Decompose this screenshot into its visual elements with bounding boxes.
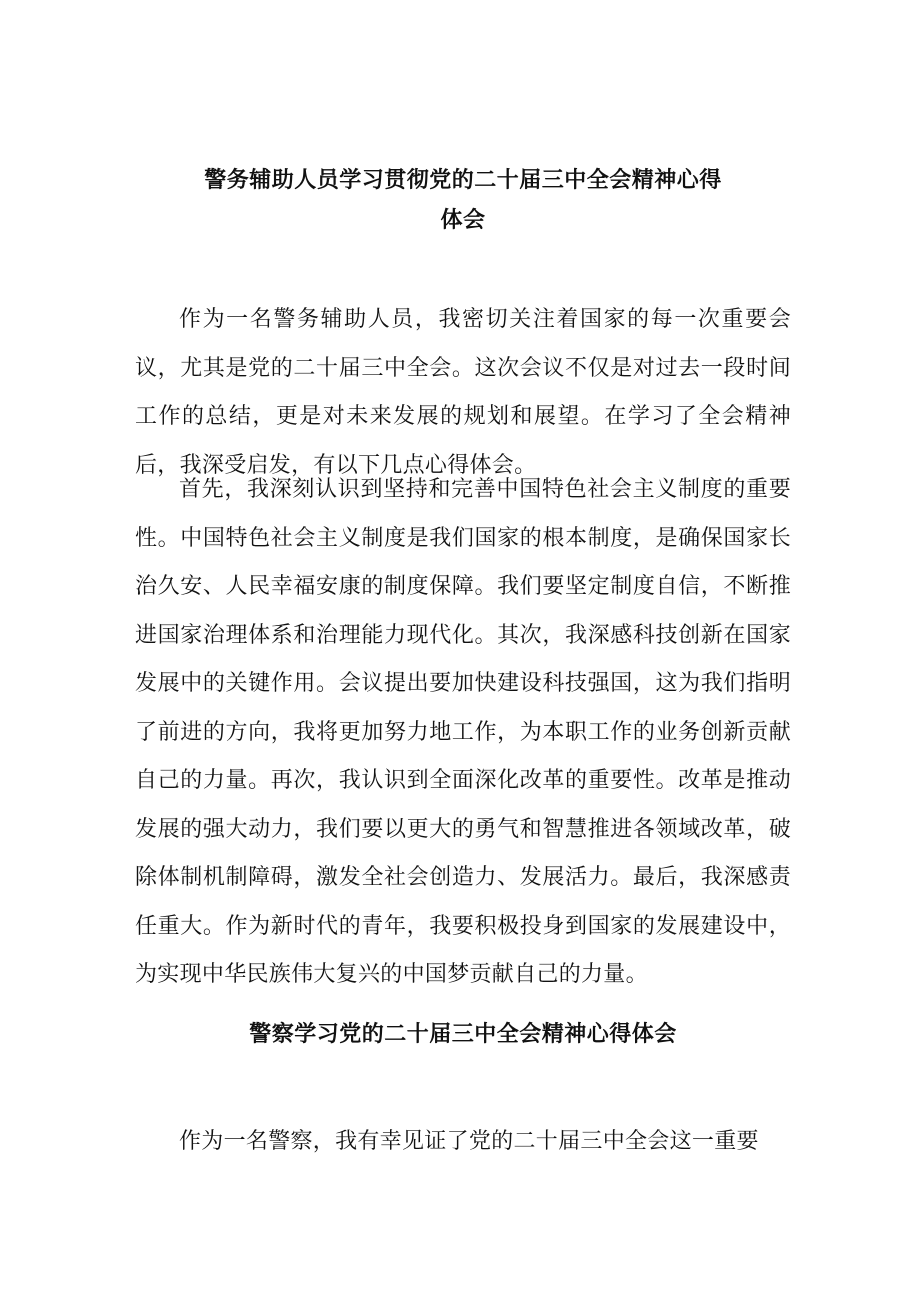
section-title-1-line-2: 体会 <box>440 207 486 233</box>
section-title-2 <box>135 1014 791 1054</box>
paragraph-1: 作为一名警务辅助人员，我密切关注着国家的每一次重要会议，尤其是党的二十届三中全会。这次会议不仅是对过去一段时间工作的总结，更是对未来发展的规划和展望。在学习了全会精神后，我深受启发，有以下几点心得体会。 <box>135 307 791 478</box>
paragraph-3: 作为一名警察，我有幸见证了党的二十届三中全会这一重要 <box>179 1129 759 1154</box>
paragraph-2: 首先，我深刻认识到坚持和完善中国特色社会主义制度的重要性。中国特色社会主义制度是我们国家的根本制度，是确保国家长治久安、人民幸福安康的制度保障。我们要坚定制度自信，不断推进国家治理体系和治理能力现代化。其次，我深感科技创新在国家发展中的关键作用。会议提出要加快建设科技强国，这为我们指明了前进的方向，我将更加努力地工作，为本职工作的业务创新贡献自己的力量。再次，我认识到全面深化改革的重要性。改革是推动发展的强大动力，我们要以更大的勇气和智慧推进各领域改革，破除体制机制障碍，激发全社会创造力、发展活力。最后，我深感责任重大。作为新时代的青年，我要积极投身到国家的发展建设中，为实现中华民族伟大复兴的中国梦贡献自己的力量。 <box>135 477 791 987</box>
section-title-1-line-1: 警务辅助人员学习贯彻党的二十届三中全会精神心得 <box>204 167 722 193</box>
section-title-2-line-1: 警察学习党的二十届三中全会精神心得体会 <box>249 1021 677 1047</box>
section-title-1 <box>135 160 791 240</box>
